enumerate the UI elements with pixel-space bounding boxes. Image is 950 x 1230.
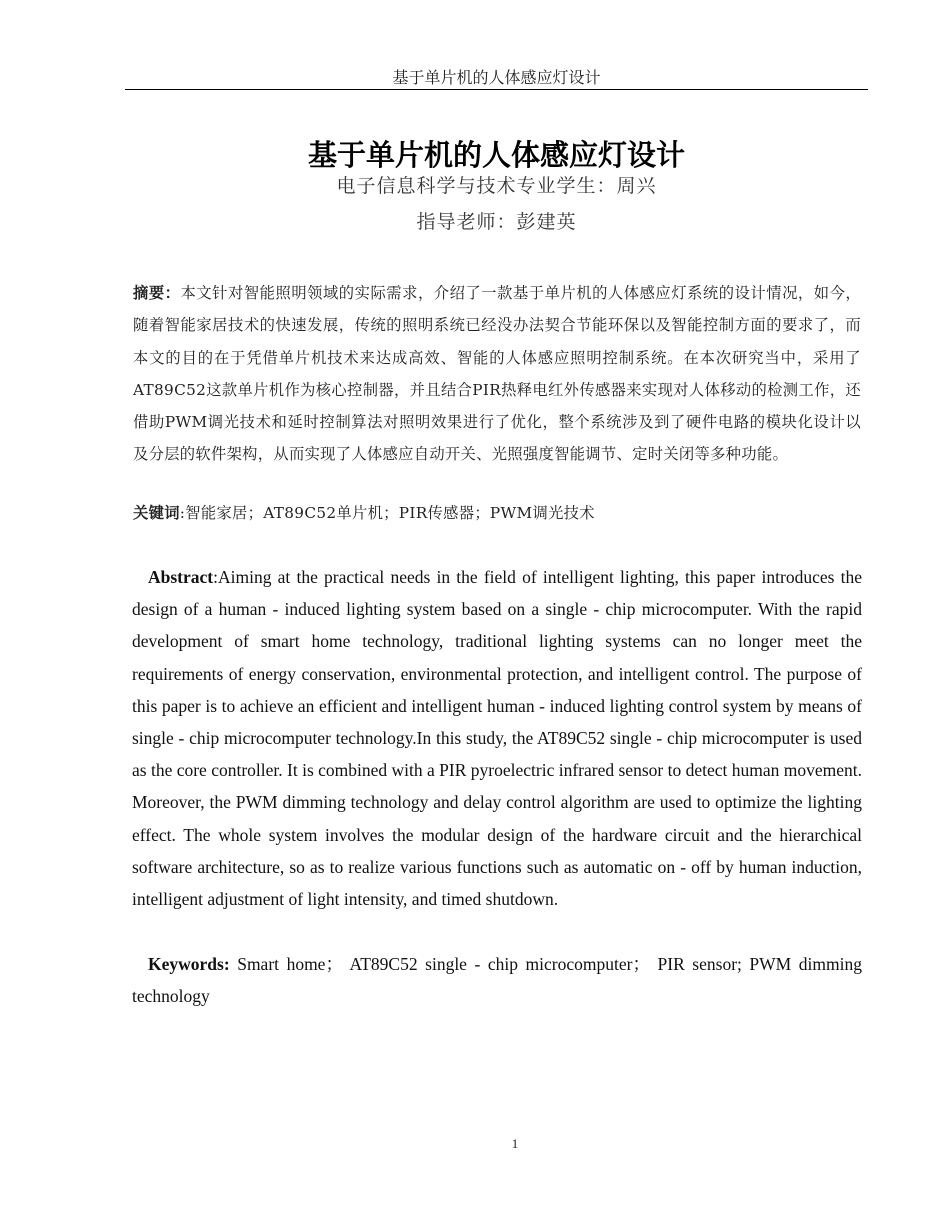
paper-title: 基于单片机的人体感应灯设计 [307,138,685,172]
chinese-abstract-text: 本文针对智能照明领域的实际需求，介绍了一款基于单片机的人体感应灯系统的设计情况，如今，随着智能家居技术的快速发展，传统的照明系统已经没办法契合节能环保以及智能控制方面的要求了，而本文的目的在于凭借单片机技术来达成高效、智能的人体感应照明控制系统。在本次研究当中，采用了AT89C52这款单片机作为核心控制器，并且结合PIR热释电红外传感器来实现对人体移动的检测工作，还借助PWM调光技术和延时控制算法对照明效果进行了优化，整个系统涉及到了硬件电路的模块化设计以及分层的软件架构，从而实现了人体感应自动开关、光照强度智能调节、定时关闭等多种功能。 [133,284,861,464]
english-abstract-label: Abstract [148,567,214,587]
english-abstract-text: :Aiming at the practical needs in the field of intelligent lighting, this paper introduces the design of a human - induced lighting system based on a single - chip microcomputer. With the rapid development of smart home technology, traditional lighting systems can no longer meet the requirements of energy conservation, environmental protection, and intelligent control. The purpose of this paper is to achieve an efficient and intelligent human - induced lighting control system by means of single - chip microcomputer technology.In this study, the AT89C52 single - chip microcomputer is used as the core controller. It is combined with a PIR pyroelectric infrared sensor to detect human movement. Moreover, the PWM dimming technology and delay control algorithm are used to optimize the lighting effect. The whole system involves the modular design of the hardware circuit and the hierarchical software architecture, so as to realize various functions such as automatic on - off by human induction, intelligent adjustment of light intensity, and timed shutdown. [132,567,862,910]
author-line: 电子信息科学与技术专业学生：周兴 [336,175,657,197]
running-header: 基于单片机的人体感应灯设计 [125,67,868,90]
chinese-abstract [133,277,861,471]
english-keywords [132,948,862,1012]
chinese-keywords [133,498,861,528]
page-number: 1 [511,1136,519,1151]
english-keywords-text: Smart home； AT89C52 single - chip microcomputer； PIR sensor; PWM dimming technology [132,954,862,1007]
english-keywords-label: Keywords: [148,954,230,974]
chinese-keywords-label: 关键词 [133,504,180,522]
chinese-abstract-label: 摘要： [133,284,181,302]
english-abstract [132,561,862,915]
chinese-keywords-text: :智能家居；AT89C52单片机；PIR传感器；PWM调光技术 [179,504,595,522]
advisor-line: 指导老师：彭建英 [416,211,577,233]
